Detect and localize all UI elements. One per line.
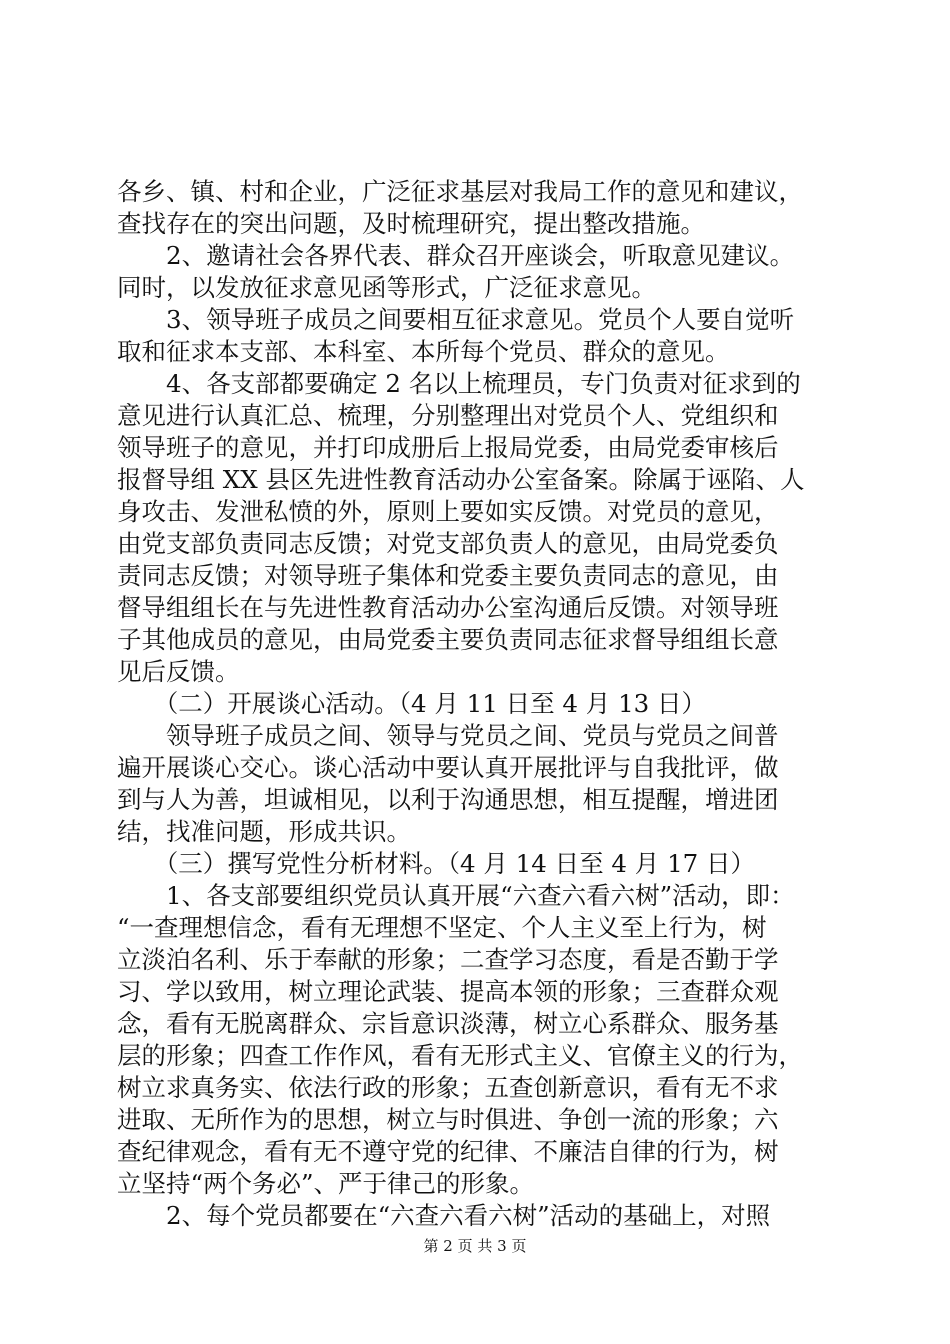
text-line: 3、领导班子成员之间要相互征求意见。党员个人要自觉听 bbox=[117, 305, 795, 334]
text-line: 1、各支部要组织党员认真开展“六查六看六树”活动，即： bbox=[117, 881, 795, 910]
text-line: “一查理想信念，看有无理想不坚定、个人主义至上行为，树 bbox=[117, 913, 767, 942]
text-line: 进取、无所作为的思想，树立与时俱进、争创一流的形象；六 bbox=[117, 1105, 779, 1134]
section-heading: （二）开展谈心活动。（4 月 11 日至 4 月 13 日） bbox=[117, 689, 707, 718]
text-line: 身攻击、发泄私愤的外，原则上要如实反馈。对党员的意见， bbox=[117, 497, 779, 526]
text-line: 子其他成员的意见，由局党委主要负责同志征求督导组组长意 bbox=[117, 625, 779, 654]
text-line: 4、各支部都要确定 2 名以上梳理员，专门负责对征求到的 bbox=[117, 369, 801, 398]
text-line: 责同志反馈；对领导班子集体和党委主要负责同志的意见，由 bbox=[117, 561, 779, 590]
text-line: 念，看有无脱离群众、宗旨意识淡薄，树立心系群众、服务基 bbox=[117, 1009, 779, 1038]
section-heading: （三）撰写党性分析材料。（4 月 14 日至 4 月 17 日） bbox=[117, 849, 756, 878]
text-line: 结，找准问题，形成共识。 bbox=[117, 817, 411, 846]
text-line: 意见进行认真汇总、梳理，分别整理出对党员个人、党组织和 bbox=[117, 401, 779, 430]
text-line: 立坚持“两个务必”、严于律己的形象。 bbox=[117, 1169, 535, 1198]
text-line: 领导班子的意见，并打印成册后上报局党委，由局党委审核后 bbox=[117, 433, 779, 462]
text-line: 到与人为善，坦诚相见，以利于沟通思想，相互提醒，增进团 bbox=[117, 785, 779, 814]
text-line: 报督导组 XX 县区先进性教育活动办公室备案。除属于诬陷、人 bbox=[117, 465, 805, 494]
text-line: 查纪律观念，看有无不遵守党的纪律、不廉洁自律的行为，树 bbox=[117, 1137, 779, 1166]
text-line: 层的形象；四查工作作风，看有无形式主义、官僚主义的行为， bbox=[117, 1041, 803, 1070]
text-line: 树立求真务实、依法行政的形象；五查创新意识，看有无不求 bbox=[117, 1073, 779, 1102]
text-line: 习、学以致用，树立理论武装、提高本领的形象；三查群众观 bbox=[117, 977, 779, 1006]
text-line: 2、邀请社会各界代表、群众召开座谈会，听取意见建议。 bbox=[117, 241, 795, 270]
text-line: 查找存在的突出问题，及时梳理研究，提出整改措施。 bbox=[117, 209, 705, 238]
text-line: 见后反馈。 bbox=[117, 657, 240, 686]
text-line: 立淡泊名利、乐于奉献的形象；二查学习态度，看是否勤于学 bbox=[117, 945, 779, 974]
text-line: 2、每个党员都要在“六查六看六树”活动的基础上，对照 bbox=[117, 1201, 771, 1230]
text-line: 同时，以发放征求意见函等形式，广泛征求意见。 bbox=[117, 273, 656, 302]
text-line: 领导班子成员之间、领导与党员之间、党员与党员之间普 bbox=[117, 721, 779, 750]
text-line: 督导组组长在与先进性教育活动办公室沟通后反馈。对领导班 bbox=[117, 593, 779, 622]
text-line: 由党支部负责同志反馈；对党支部负责人的意见，由局党委负 bbox=[117, 529, 779, 558]
text-line: 各乡、镇、村和企业，广泛征求基层对我局工作的意见和建议， bbox=[117, 177, 803, 206]
text-line: 取和征求本支部、本科室、本所每个党员、群众的意见。 bbox=[117, 337, 730, 366]
page-number-footer: 第 2 页 共 3 页 bbox=[423, 1237, 527, 1255]
text-line: 遍开展谈心交心。谈心活动中要认真开展批评与自我批评，做 bbox=[117, 753, 779, 782]
